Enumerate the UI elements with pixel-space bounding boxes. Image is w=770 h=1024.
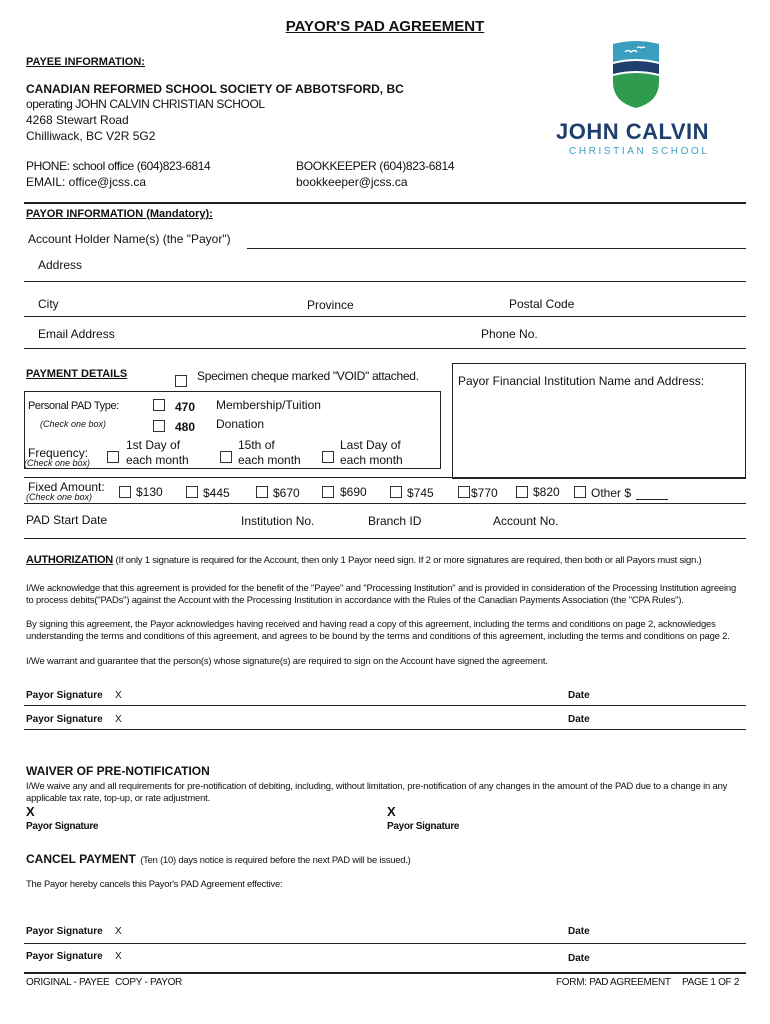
frequency-check-one: (Check one box): [24, 458, 91, 468]
donation-label: Donation: [216, 417, 265, 431]
membership-label: Membership/Tuition: [216, 398, 321, 412]
authorization-para-3: I/We warrant and guarantee that the person(s) whose signature(s) are required to sign on the Account have signed the agreement.: [26, 655, 548, 666]
freq-last-line2: each month: [340, 453, 403, 467]
freq-1st-line2: each month: [126, 453, 189, 467]
auth-signature-1-x: X: [115, 690, 122, 701]
amount-770-label: $770: [471, 486, 498, 500]
account-no-label: Account No.: [493, 514, 559, 528]
type-470-checkbox[interactable]: [153, 399, 165, 411]
specimen-label: Specimen cheque marked "VOID" attached.: [197, 369, 419, 383]
amount-745-label: $745: [407, 486, 434, 500]
freq-1st-checkbox[interactable]: [107, 451, 119, 463]
amount-820-label: $820: [533, 485, 560, 499]
footer-original: ORIGINAL - PAYEE: [26, 977, 110, 988]
city-label: City: [38, 297, 59, 311]
footer-copy: COPY - PAYOR: [115, 977, 182, 988]
footer-page: PAGE 1 OF 2: [682, 977, 740, 988]
cancel-signature-1-label: Payor Signature: [26, 926, 103, 937]
waiver-heading: WAIVER OF PRE-NOTIFICATION: [26, 764, 210, 778]
payor-heading: PAYOR INFORMATION (Mandatory):: [26, 208, 213, 220]
cancel-date-1-label: Date: [568, 926, 590, 937]
pad-start-date-label: PAD Start Date: [26, 513, 108, 527]
pad-type-check-one: (Check one box): [40, 419, 107, 429]
amount-other-checkbox[interactable]: [574, 486, 586, 498]
auth-signature-2-label: Payor Signature: [26, 714, 103, 725]
amount-other-label: Other $: [591, 486, 632, 500]
cancel-note: (Ten (10) days notice is required before the next PAD will be issued.): [140, 854, 411, 865]
amount-770-checkbox[interactable]: [458, 486, 470, 498]
authorization-para-2: By signing this agreement, the Payor acknowledges having received and having read a copy of this agreement, including the terms and conditions on page 2, acknowledges understanding the terms and conditions of this agreement, and agrees to be bound by the terms and conditions of this agreement, including the terms and conditions on page 2.: [26, 618, 730, 641]
freq-1st-line1: 1st Day of: [126, 438, 181, 452]
auth-signature-2-line[interactable]: [24, 729, 746, 730]
cancel-text: The Payor hereby cancels this Payor's PAD Agreement effective:: [26, 878, 283, 889]
bookkeeper-email: bookkeeper@jcss.ca: [296, 175, 408, 189]
waiver-x-2: X: [387, 804, 396, 819]
payee-org-name: CANADIAN REFORMED SCHOOL SOCIETY OF ABBOTSFORD, BC: [26, 82, 404, 96]
frequency-label: Frequency:: [28, 446, 89, 460]
type-480-checkbox[interactable]: [153, 420, 165, 432]
cancel-heading-row: [26, 850, 411, 868]
postal-code-label: Postal Code: [509, 297, 575, 311]
cancel-signature-2-x: X: [115, 951, 122, 962]
payee-email: EMAIL: office@jcss.ca: [26, 175, 146, 189]
freq-last-checkbox[interactable]: [322, 451, 334, 463]
payee-heading: PAYEE INFORMATION:: [26, 56, 145, 68]
school-logo-icon: [607, 40, 665, 110]
payee-operating: operating JOHN CALVIN CHRISTIAN SCHOOL: [26, 97, 265, 111]
fixed-amount-label: Fixed Amount:: [28, 480, 105, 494]
city-province-postal-field[interactable]: [24, 316, 746, 317]
cancel-signature-1-x: X: [115, 926, 122, 937]
amount-745-checkbox[interactable]: [390, 486, 402, 498]
authorization-para-1: I/We acknowledge that this agreement is provided for the benefit of the "Payee" and "Processing Institution" and is provided in consideration of the Processing Institution agreeing to process debits("PADs") against the Account with the Processing Institution in accordance with the Rules of the Canadian Payments Association (the "CPA Rules").: [26, 582, 737, 605]
account-holder-label: Account Holder Name(s) (the "Payor"): [28, 232, 231, 246]
auth-signature-1-label: Payor Signature: [26, 690, 103, 701]
amount-820-checkbox[interactable]: [516, 486, 528, 498]
amount-445-checkbox[interactable]: [186, 486, 198, 498]
type-470-label: 470: [175, 400, 196, 414]
amount-130-checkbox[interactable]: [119, 486, 131, 498]
type-480-label: 480: [175, 420, 196, 434]
bookkeeper-phone: BOOKKEEPER (604)823-6814: [296, 159, 455, 173]
payee-phone: PHONE: school office (604)823-6814: [26, 159, 211, 173]
province-label: Province: [307, 298, 354, 312]
auth-signature-2-x: X: [115, 714, 122, 725]
authorization-heading-row: [26, 554, 701, 566]
amount-445-label: $445: [203, 486, 230, 500]
address-field[interactable]: [24, 281, 746, 282]
auth-signature-1-line[interactable]: [24, 705, 746, 706]
amount-690-checkbox[interactable]: [322, 486, 334, 498]
email-label: Email Address: [38, 327, 115, 341]
waiver-text: I/We waive any and all requirements for pre-notification of debiting, including, without limitation, pre-notification of any changes in the amount of the PAD due to a change in any applicable tax rate, top-up, or rate adjustment.: [26, 780, 728, 803]
payee-city: Chilliwack, BC V2R 5G2: [26, 129, 156, 143]
logo-name: JOHN CALVIN: [556, 119, 709, 144]
amount-690-label: $690: [340, 485, 367, 499]
payment-heading: PAYMENT DETAILS: [26, 368, 128, 380]
waiver-signature-2-label: Payor Signature: [387, 821, 460, 832]
amount-670-checkbox[interactable]: [256, 486, 268, 498]
waiver-signature-1-label: Payor Signature: [26, 821, 99, 832]
freq-15th-line1: 15th of: [238, 438, 275, 452]
page-title: PAYOR'S PAD AGREEMENT: [285, 18, 485, 35]
waiver-x-1: X: [26, 804, 35, 819]
auth-date-1-label: Date: [568, 690, 590, 701]
specimen-checkbox[interactable]: [175, 375, 187, 387]
authorization-note: (If only 1 signature is required for the Account, then only 1 Payor need sign. If 2 or more signatures are required, then both or all Payors must sign.): [115, 555, 702, 566]
fixed-amount-check-one: (Check one box): [26, 492, 93, 502]
address-label: Address: [38, 258, 83, 272]
email-phone-field[interactable]: [24, 348, 746, 349]
payee-street: 4268 Stewart Road: [26, 113, 129, 127]
institution-box-label: Payor Financial Institution Name and Address:: [458, 374, 705, 388]
auth-date-2-label: Date: [568, 714, 590, 725]
freq-15th-line2: each month: [238, 453, 301, 467]
phone-label: Phone No.: [481, 327, 538, 341]
amount-130-label: $130: [136, 485, 163, 499]
footer-form: FORM: PAD AGREEMENT: [556, 977, 671, 988]
amount-670-label: $670: [273, 486, 300, 500]
freq-15th-checkbox[interactable]: [220, 451, 232, 463]
cancel-signature-2-label: Payor Signature: [26, 951, 103, 962]
cancel-heading: CANCEL PAYMENT: [26, 852, 136, 866]
cancel-date-2-label: Date: [568, 953, 590, 964]
amount-other-field[interactable]: [636, 499, 668, 500]
freq-last-line1: Last Day of: [340, 438, 401, 452]
pad-type-label: Personal PAD Type:: [28, 400, 119, 412]
institution-no-label: Institution No.: [241, 514, 315, 528]
cancel-signature-1-line[interactable]: [24, 943, 746, 944]
authorization-heading: AUTHORIZATION: [26, 554, 113, 566]
account-holder-field[interactable]: [247, 248, 746, 249]
branch-id-label: Branch ID: [368, 514, 422, 528]
logo-subtitle: CHRISTIAN SCHOOL: [569, 146, 710, 157]
